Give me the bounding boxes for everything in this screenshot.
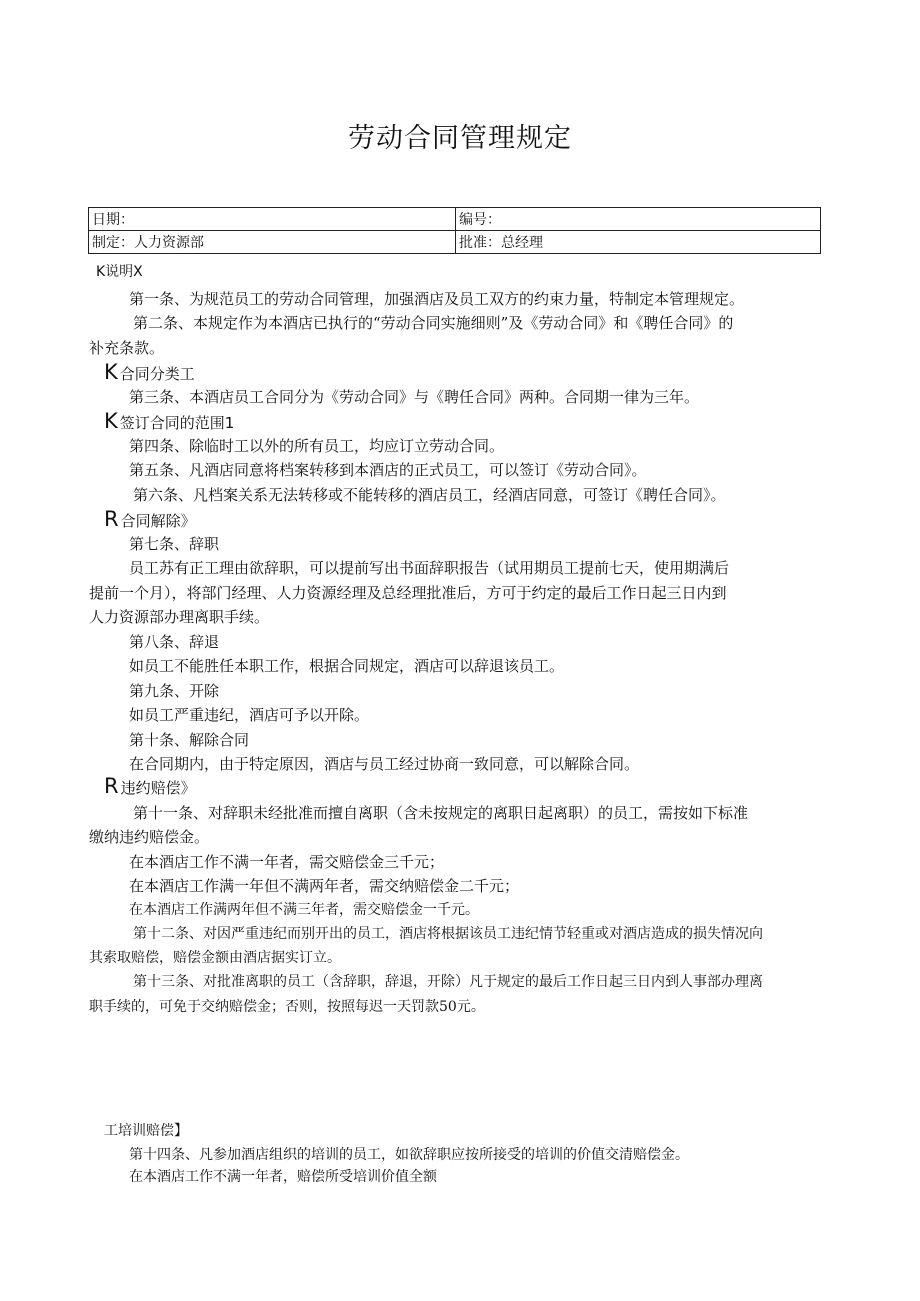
article-1: 第一条、为规范员工的劳动合同管理，加强酒店及员工双方的约束力量，特制定本管理规定。 <box>129 290 745 308</box>
article-14-item-a: 在本酒店工作不满一年者，赔偿所受培训价值全额 <box>129 1169 437 1185</box>
date-cell: 日期： <box>89 208 456 231</box>
article-13-line-2: 职手续的，可免于交纳赔偿金；否则，按照每迟一天罚款50元。 <box>89 999 485 1015</box>
article-10: 第十条、解除合同 <box>129 731 250 749</box>
article-6: 第六条、凡档案关系无法转移或不能转移的酒店员工，经酒店同意，可签订《聘任合同》。 <box>133 486 726 504</box>
table-row <box>89 231 821 254</box>
article-12-line-2: 其索取赔偿，赔偿金额由酒店据实订立。 <box>89 950 341 966</box>
section-heading-breach <box>104 776 196 798</box>
heading-marker: K <box>104 360 118 384</box>
article-7-body-3: 人力资源部办理离职手续。 <box>89 608 270 626</box>
article-13-line-1: 第十三条、对批准离职的员工（含辞职，辞退，开除）凡于规定的最后工作日起三日内到人事部办理离 <box>133 974 763 990</box>
article-10-body: 在合同期内，由于特定原因，酒店与员工经过协商一致同意，可以解除合同。 <box>129 755 640 773</box>
table-row <box>89 208 821 231</box>
article-8-body: 如员工不能胜任本职工作，根据合同规定，酒店可以辞退该员工。 <box>129 657 565 675</box>
article-3: 第三条、本酒店员工合同分为《劳动合同》与《聘任合同》两种。合同期一律为三年。 <box>129 388 700 406</box>
heading-marker: R <box>104 507 119 531</box>
heading-label: 合同分类工 <box>119 365 195 383</box>
section-heading-category <box>104 362 195 384</box>
section-heading-scope <box>104 411 234 433</box>
approved-by-cell: 批准：总经理 <box>456 231 821 254</box>
heading-marker: R <box>104 774 119 798</box>
article-11-line-2: 缴纳违约赔偿金。 <box>89 828 210 846</box>
article-11-item-a: 在本酒店工作不满一年者，需交赔偿金三千元； <box>129 853 445 871</box>
article-12-line-1: 第十二条、对因严重违纪而别开出的员工，酒店将根据该员工违纪情节轻重或对酒店造成的损失情况向 <box>133 926 763 942</box>
article-7-body-1: 员工苏有正工理由欲辞职，可以提前写出书面辞职报告（试用期员工提前七天，使用期满后 <box>129 559 730 577</box>
made-by-cell: 制定：人力资源部 <box>89 231 456 254</box>
number-cell: 编号： <box>456 208 821 231</box>
article-2-line-1: 第二条、本规定作为本酒店已执行的“劳动合同实施细则”及《劳动合同》和《聘任合同》的 <box>133 314 734 332</box>
article-2-line-2: 补充条款。 <box>89 339 165 357</box>
section-heading-explain: K说明X <box>96 264 143 280</box>
heading-label: 签订合同的范围1 <box>119 414 235 432</box>
meta-table <box>88 207 821 254</box>
article-9-body: 如员工严重违纪，酒店可予以开除。 <box>129 706 370 724</box>
article-4: 第四条、除临时工以外的所有员工，均应订立劳动合同。 <box>129 437 505 455</box>
article-11-line-1: 第十一条、对辞职未经批准而擅自离职（含未按规定的离职日起离职）的员工，需按如下标准 <box>133 804 749 822</box>
heading-label: 违约赔偿》 <box>120 779 196 797</box>
section-heading-training: 工培训赔偿】 <box>104 1123 188 1139</box>
article-8: 第八条、辞退 <box>129 633 220 651</box>
article-11-item-c: 在本酒店工作满两年但不满三年者，需交赔偿金一千元。 <box>129 902 479 918</box>
article-5: 第五条、凡酒店同意将档案转移到本酒店的正式员工，可以签订《劳动合同》。 <box>129 461 647 479</box>
article-14: 第十四条、凡参加酒店组织的培训的员工，如欲辞职应按所接受的培训的价值交清赔偿金。 <box>129 1147 689 1163</box>
article-11-item-b: 在本酒店工作满一年但不满两年者，需交纳赔偿金二千元； <box>129 877 520 895</box>
page-title: 劳动合同管理规定 <box>348 123 572 154</box>
section-heading-termination <box>104 509 196 531</box>
article-7-body-2: 提前一个月），将部门经理、人力资源经理及总经理批准后，方可于约定的最后工作日起三日内到 <box>89 584 727 602</box>
article-9: 第九条、开除 <box>129 682 220 700</box>
heading-label: 合同解除》 <box>120 512 196 530</box>
article-7: 第七条、辞职 <box>129 535 220 553</box>
heading-marker: K <box>104 409 118 433</box>
